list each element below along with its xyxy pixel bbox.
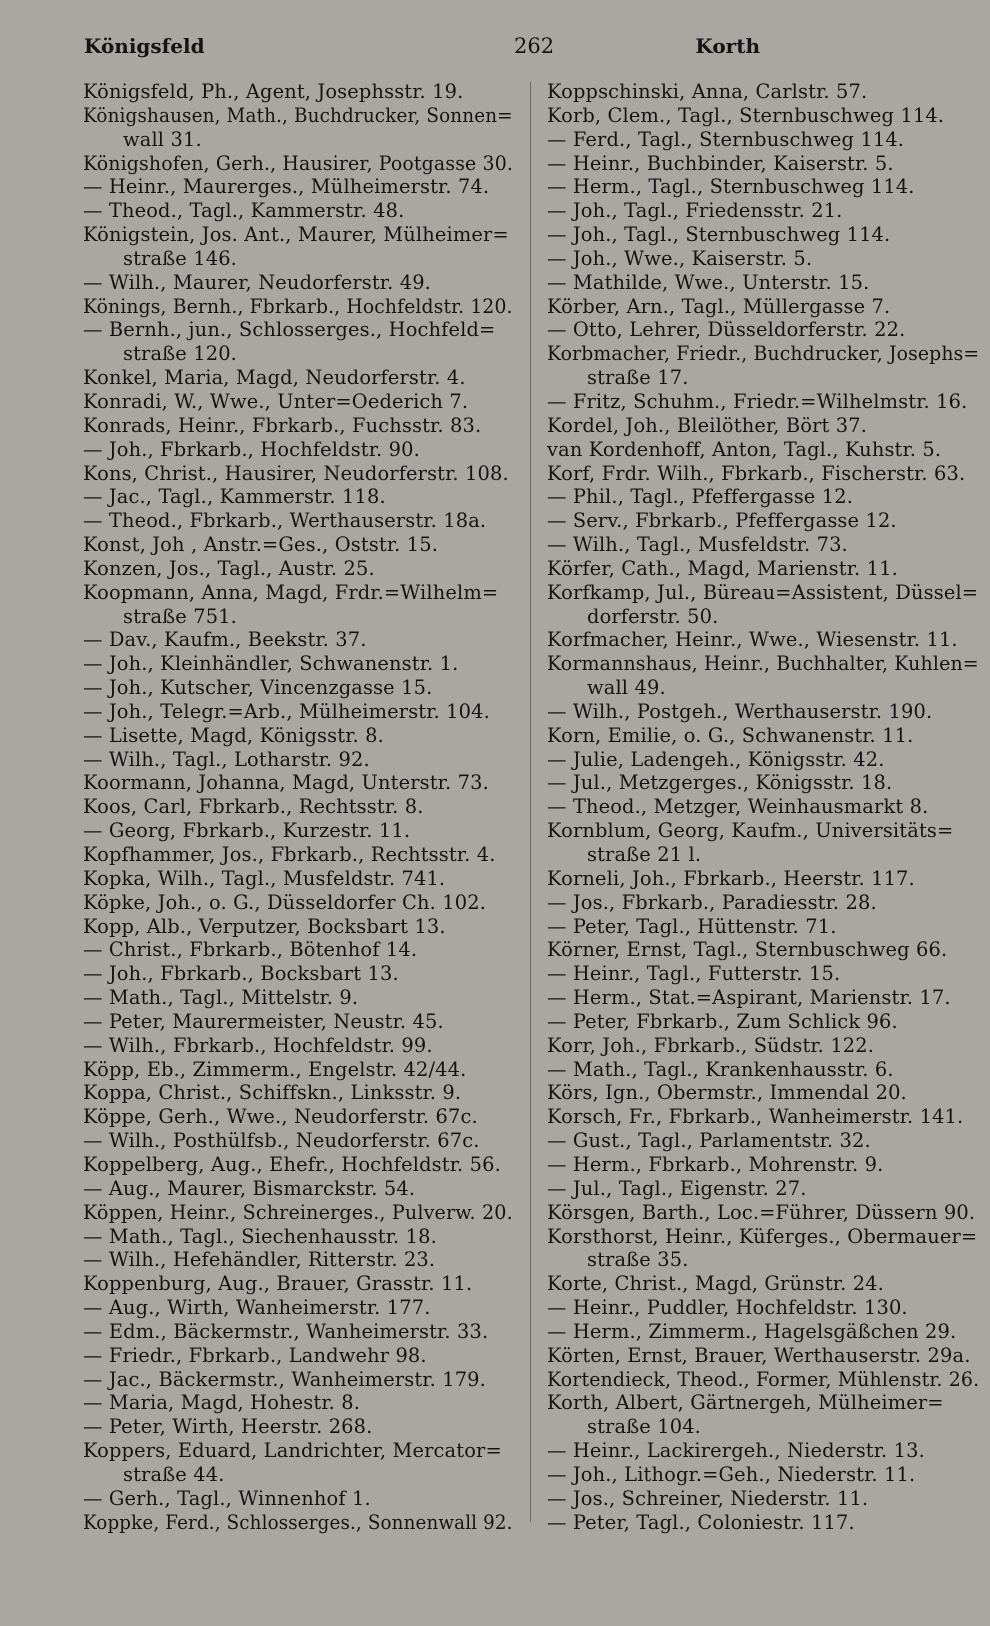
directory-entry <box>547 1320 979 1344</box>
directory-entry <box>547 1344 979 1368</box>
entry-line: — Fritz, Schuhm., Friedr.=Wilhelmstr. 16. <box>547 389 968 413</box>
entry-line: — Joh., Tagl., Sternbuschweg 114. <box>547 223 891 247</box>
entry-line: — Aug., Maurer, Bismarckstr. 54. <box>83 1176 416 1200</box>
entry-line: — Herm., Zimmerm., Hagelsgäßchen 29. <box>547 1319 957 1343</box>
entry-line: — Theod., Tagl., Kammerstr. 48. <box>83 199 405 223</box>
directory-entry <box>547 938 979 962</box>
directory-entry <box>547 867 979 891</box>
directory-entry <box>547 1153 979 1177</box>
entry-line: Koopmann, Anna, Magd, Frdr.=Wilhelm= <box>83 580 499 604</box>
directory-entry <box>547 104 979 128</box>
directory-entry <box>83 1058 513 1082</box>
entry-line: Königsfeld, Ph., Agent, Josephsstr. 19. <box>83 80 464 103</box>
directory-entry <box>83 771 513 795</box>
entry-line: — Math., Tagl., Siechenhausstr. 18. <box>83 1224 437 1248</box>
entry-line: — Jos., Fbrkarb., Paradiesstr. 28. <box>547 890 877 914</box>
entry-line: — Jul., Tagl., Eigenstr. 27. <box>547 1176 807 1200</box>
entry-line: — Jos., Schreiner, Niederstr. 11. <box>547 1486 869 1510</box>
directory-entry <box>547 1296 979 1320</box>
entry-line: Kordel, Joh., Bleilöther, Bört 37. <box>547 413 868 437</box>
column-divider <box>530 82 531 1522</box>
directory-entry <box>83 1105 513 1129</box>
directory-entry <box>83 485 513 509</box>
entry-line: Konzen, Jos., Tagl., Austr. 25. <box>83 556 375 580</box>
directory-entry <box>547 462 979 486</box>
entry-line: — Ferd., Tagl., Sternbuschweg 114. <box>547 127 905 151</box>
directory-entry <box>83 1153 513 1177</box>
entry-line: — Jac., Bäckermstr., Wanheimerstr. 179. <box>83 1367 486 1391</box>
entry-line: Könings, Bernh., Fbrkarb., Hochfeldstr. 120. <box>83 294 513 318</box>
directory-entry <box>547 1081 979 1105</box>
entry-continuation-line: straße 120. <box>123 342 237 366</box>
entry-line: Körs, Ign., Obermstr., Immendal 20. <box>547 1081 907 1105</box>
entry-line: — Joh., Kutscher, Vincenzgasse 15. <box>83 676 433 700</box>
directory-entry <box>547 986 979 1010</box>
entry-continuation-line: wall 49. <box>587 676 666 700</box>
entry-line: Kopka, Wilh., Tagl., Musfeldstr. 741. <box>83 866 446 890</box>
entry-line: — Theod., Metzger, Weinhausmarkt 8. <box>547 795 929 819</box>
directory-entry <box>83 748 513 772</box>
directory-entry <box>83 795 513 819</box>
directory-entry <box>83 152 513 176</box>
directory-entry <box>83 318 513 366</box>
directory-entry <box>83 1177 513 1201</box>
entry-line: — Jul., Metzgerges., Königsstr. 18. <box>547 771 893 795</box>
directory-entry <box>83 80 513 104</box>
entry-line: — Julie, Ladengeh., Königsstr. 42. <box>547 747 885 771</box>
directory-entry <box>83 390 513 414</box>
entry-line: — Gerh., Tagl., Winnenhof 1. <box>83 1486 371 1510</box>
entry-continuation-line: straße 21 l. <box>587 843 702 866</box>
entry-line: Köppen, Heinr., Schreinerges., Pulverw. 20. <box>83 1200 513 1224</box>
entry-line: Königstein, Jos. Ant., Maurer, Mülheimer= <box>83 223 509 247</box>
entry-line: — Herm., Tagl., Sternbuschweg 114. <box>547 175 915 199</box>
entry-continuation-line: straße 751. <box>123 604 237 628</box>
entry-line: — Peter, Maurermeister, Neustr. 45. <box>83 1009 444 1033</box>
directory-entry <box>83 843 513 867</box>
entry-line: Korsch, Fr., Fbrkarb., Wanheimerstr. 141. <box>547 1105 964 1129</box>
entry-continuation-line: straße 146. <box>123 246 237 270</box>
entry-line: — Aug., Wirth, Wanheimerstr. 177. <box>83 1296 431 1320</box>
directory-entry <box>547 771 979 795</box>
entry-line: — Math., Tagl., Mittelstr. 9. <box>83 986 359 1010</box>
entry-line: Korr, Joh., Fbrkarb., Südstr. 122. <box>547 1033 875 1057</box>
entry-line: Korbmacher, Friedr., Buchdrucker, Josephs= <box>547 342 980 366</box>
entry-line: — Herm., Fbrkarb., Mohrenstr. 9. <box>547 1152 884 1176</box>
directory-entry <box>547 962 979 986</box>
page-number: 262 <box>514 34 555 58</box>
entry-line: van Kordenhoff, Anton, Tagl., Kuhstr. 5. <box>547 437 942 461</box>
entry-line: — Peter, Fbrkarb., Zum Schlick 96. <box>547 1009 898 1033</box>
directory-entry <box>547 1129 979 1153</box>
entry-line: — Wilh., Posthülfsb., Neudorferstr. 67c. <box>83 1129 480 1153</box>
directory-entry <box>83 1415 513 1439</box>
directory-entry <box>547 438 979 462</box>
directory-entry <box>83 533 513 557</box>
entry-line: — Math., Tagl., Krankenhausstr. 6. <box>547 1057 894 1081</box>
entry-line: Kopp, Alb., Verputzer, Bocksbart 13. <box>83 914 446 938</box>
entry-line: Kons, Christ., Hausirer, Neudorferstr. 108. <box>83 461 509 485</box>
entry-line: — Serv., Fbrkarb., Pfeffergasse 12. <box>547 509 897 533</box>
entry-line: — Peter, Wirth, Heerstr. 268. <box>83 1415 373 1439</box>
entry-line: — Heinr., Puddler, Hochfeldstr. 130. <box>547 1296 908 1320</box>
directory-entry <box>83 1344 513 1368</box>
entry-line: — Heinr., Maurerges., Mülheimerstr. 74. <box>83 175 490 199</box>
entry-continuation-line: straße 35. <box>587 1248 689 1272</box>
entry-line: — Theod., Fbrkarb., Werthauserstr. 18a. <box>83 509 487 533</box>
directory-entry <box>83 462 513 486</box>
directory-entry <box>83 1081 513 1105</box>
directory-entry <box>547 152 979 176</box>
directory-entry <box>83 223 513 271</box>
directory-entry <box>83 652 513 676</box>
directory-entry <box>83 1320 513 1344</box>
entry-line: — Phil., Tagl., Pfeffergasse 12. <box>547 485 854 509</box>
entry-line: — Peter, Tagl., Hüttenstr. 71. <box>547 914 837 938</box>
entry-line: — Mathilde, Wwe., Unterstr. 15. <box>547 270 870 294</box>
directory-entry <box>547 247 979 271</box>
directory-entry <box>547 318 979 342</box>
directory-entry <box>83 1296 513 1320</box>
directory-entry <box>547 1201 979 1225</box>
directory-entry <box>547 1391 979 1439</box>
entry-line: — Otto, Lehrer, Düsseldorferstr. 22. <box>547 318 906 342</box>
directory-entry <box>547 175 979 199</box>
directory-entry <box>547 628 979 652</box>
entry-line: Korsthorst, Heinr., Küferges., Obermauer= <box>547 1224 978 1248</box>
directory-entry <box>83 581 513 629</box>
directory-entry <box>83 1225 513 1249</box>
directory-entry <box>83 1248 513 1272</box>
entry-line: Korte, Christ., Magd, Grünstr. 24. <box>547 1272 884 1296</box>
directory-entry <box>83 938 513 962</box>
directory-entry <box>547 1058 979 1082</box>
directory-entry <box>83 366 513 390</box>
entry-line: Koppers, Eduard, Landrichter, Mercator= <box>83 1439 502 1463</box>
entry-continuation-line: dorferstr. 50. <box>587 604 719 628</box>
entry-line: — Maria, Magd, Hohestr. 8. <box>83 1391 361 1415</box>
directory-entry <box>83 962 513 986</box>
entry-line: Kornblum, Georg, Kaufm., Universitäts= <box>547 819 954 843</box>
entry-line: — Heinr., Tagl., Futterstr. 15. <box>547 962 841 986</box>
directory-entry <box>547 724 979 748</box>
entry-line: — Joh., Fbrkarb., Bocksbart 13. <box>83 962 399 986</box>
directory-entry <box>83 986 513 1010</box>
entry-continuation-line: straße 44. <box>123 1462 225 1486</box>
page-header <box>84 34 760 64</box>
entry-line: Korth, Albert, Gärtnergeh, Mülheimer= <box>547 1391 944 1415</box>
directory-entry <box>547 223 979 247</box>
directory-entry <box>547 1105 979 1129</box>
entry-line: — Wilh., Fbrkarb., Hochfeldstr. 99. <box>83 1033 433 1057</box>
directory-entry <box>83 175 513 199</box>
directory-entry <box>547 414 979 438</box>
directory-entry <box>83 557 513 581</box>
entry-line: — Gust., Tagl., Parlamentstr. 32. <box>547 1129 871 1153</box>
directory-entry <box>83 1511 513 1535</box>
directory-entry <box>547 557 979 581</box>
entry-line: Konst, Joh , Anstr.=Ges., Oststr. 15. <box>83 533 439 557</box>
entry-line: Kormannshaus, Heinr., Buchhalter, Kuhlen= <box>547 652 979 676</box>
directory-entry <box>83 1201 513 1225</box>
directory-entry <box>547 1225 979 1273</box>
entry-line: — Joh., Kleinhändler, Schwanenstr. 1. <box>83 652 459 676</box>
entry-line: — Bernh., jun., Schlosserges., Hochfeld= <box>83 318 496 342</box>
directory-entry <box>83 724 513 748</box>
entry-line: Körner, Ernst, Tagl., Sternbuschweg 66. <box>547 938 948 962</box>
directory-entry <box>83 1439 513 1487</box>
entry-line: — Wilh., Hefehändler, Ritterstr. 23. <box>83 1248 436 1272</box>
entry-line: Königshofen, Gerh., Hausirer, Pootgasse 30. <box>83 151 514 175</box>
directory-entry <box>547 748 979 772</box>
entry-line: Koppschinski, Anna, Carlstr. 57. <box>547 80 868 103</box>
entry-continuation-line: straße 17. <box>587 366 689 390</box>
directory-entry <box>547 1010 979 1034</box>
entry-line: Koos, Carl, Fbrkarb., Rechtsstr. 8. <box>83 795 424 819</box>
entry-line: Koppelberg, Aug., Ehefr., Hochfeldstr. 56. <box>83 1152 501 1176</box>
directory-entry <box>547 199 979 223</box>
directory-entry <box>83 271 513 295</box>
directory-entry <box>83 438 513 462</box>
directory-entry <box>547 652 979 700</box>
entry-line: — Joh., Telegr.=Arb., Mülheimerstr. 104. <box>83 699 490 723</box>
directory-entry <box>83 1272 513 1296</box>
entry-line: Koppa, Christ., Schiffskn., Linksstr. 9. <box>83 1081 462 1105</box>
entry-line: — Georg, Fbrkarb., Kurzestr. 11. <box>83 819 411 843</box>
entry-line: Korb, Clem., Tagl., Sternbuschweg 114. <box>547 103 945 127</box>
entry-line: Kopfhammer, Jos., Fbrkarb., Rechtsstr. 4. <box>83 843 496 866</box>
directory-entry <box>547 342 979 390</box>
directory-entry <box>83 915 513 939</box>
directory-entry <box>83 1129 513 1153</box>
directory-entry <box>83 1034 513 1058</box>
directory-entry <box>547 891 979 915</box>
directory-entry <box>547 795 979 819</box>
directory-entry <box>83 628 513 652</box>
entry-line: Köpp, Eb., Zimmerm., Engelstr. 42/44. <box>83 1057 467 1081</box>
directory-entry <box>547 271 979 295</box>
entry-line: Korfkamp, Jul., Büreau=Assistent, Düssel= <box>547 580 979 604</box>
entry-line: — Friedr., Fbrkarb., Landwehr 98. <box>83 1343 427 1367</box>
entry-line: — Lisette, Magd, Königsstr. 8. <box>83 723 384 747</box>
entry-line: Konradi, W., Wwe., Unter=Oederich 7. <box>83 389 469 413</box>
directory-entry <box>83 1487 513 1511</box>
entry-line: — Joh., Wwe., Kaiserstr. 5. <box>547 246 813 270</box>
directory-entry <box>83 295 513 319</box>
directory-entry <box>547 80 979 104</box>
entry-line: — Peter, Tagl., Coloniestr. 117. <box>547 1510 855 1534</box>
directory-entry <box>83 700 513 724</box>
left-column <box>83 80 513 1534</box>
directory-entry <box>83 509 513 533</box>
entry-line: — Christ., Fbrkarb., Bötenhof 14. <box>83 938 418 962</box>
entry-line: — Herm., Stat.=Aspirant, Marienstr. 17. <box>547 986 951 1010</box>
directory-entry <box>83 819 513 843</box>
entry-line: Korn, Emilie, o. G., Schwanenstr. 11. <box>547 723 914 747</box>
entry-line: — Dav., Kaufm., Beekstr. 37. <box>83 628 367 652</box>
entry-line: Korneli, Joh., Fbrkarb., Heerstr. 117. <box>547 866 915 890</box>
directory-entry <box>547 533 979 557</box>
entry-line: Kortendieck, Theod., Former, Mühlenstr. 26. <box>547 1367 980 1391</box>
entry-line: Koppenburg, Aug., Brauer, Grasstr. 11. <box>83 1272 473 1296</box>
entry-continuation-line: straße 104. <box>587 1415 701 1439</box>
entry-line: — Jac., Tagl., Kammerstr. 118. <box>83 485 386 509</box>
directory-entry <box>83 676 513 700</box>
entry-line: Körten, Ernst, Brauer, Werthauserstr. 29a. <box>547 1343 971 1367</box>
entry-line: — Wilh., Postgeh., Werthauserstr. 190. <box>547 699 933 723</box>
directory-entry <box>83 414 513 438</box>
entry-line: Königshausen, Math., Buchdrucker, Sonnen= <box>83 103 513 127</box>
entry-line: — Joh., Lithogr.=Geh., Niederstr. 11. <box>547 1462 916 1486</box>
entry-line: — Heinr., Buchbinder, Kaiserstr. 5. <box>547 151 894 175</box>
directory-entry <box>547 128 979 152</box>
directory-entry <box>83 104 513 152</box>
header-right-keyword: Korth <box>695 34 760 58</box>
entry-line: Koppke, Ferd., Schlosserges., Sonnenwall 92. <box>83 1510 513 1534</box>
directory-entry <box>547 1487 979 1511</box>
directory-entry <box>83 199 513 223</box>
entry-line: Korfmacher, Heinr., Wwe., Wiesenstr. 11. <box>547 628 958 652</box>
directory-entry <box>547 509 979 533</box>
directory-entry <box>547 1034 979 1058</box>
directory-entry <box>547 700 979 724</box>
entry-line: Korf, Frdr. Wilh., Fbrkarb., Fischerstr. 63. <box>547 461 966 485</box>
entry-line: Körfer, Cath., Magd, Marienstr. 11. <box>547 556 898 580</box>
entry-line: Koormann, Johanna, Magd, Unterstr. 73. <box>83 771 489 795</box>
right-column <box>547 80 979 1534</box>
directory-entry <box>547 1177 979 1201</box>
directory-entry <box>547 1272 979 1296</box>
entry-line: Konrads, Heinr., Fbrkarb., Fuchsstr. 83. <box>83 413 482 437</box>
directory-entry <box>547 819 979 867</box>
entry-line: Körber, Arn., Tagl., Müllergasse 7. <box>547 294 891 318</box>
entry-line: Köpke, Joh., o. G., Düsseldorfer Ch. 102. <box>83 890 487 914</box>
entry-line: — Heinr., Lackirergeh., Niederstr. 13. <box>547 1439 925 1463</box>
entry-line: Körsgen, Barth., Loc.=Führer, Düssern 90. <box>547 1200 976 1224</box>
directory-entry <box>83 1368 513 1392</box>
directory-entry <box>547 485 979 509</box>
directory-entry <box>547 1511 979 1535</box>
directory-entry <box>547 390 979 414</box>
directory-entry <box>547 1368 979 1392</box>
entry-line: — Wilh., Maurer, Neudorferstr. 49. <box>83 270 431 294</box>
directory-entry <box>83 1010 513 1034</box>
entry-continuation-line: wall 31. <box>123 127 202 151</box>
directory-entry <box>547 1463 979 1487</box>
header-left-keyword: Königsfeld <box>84 34 205 58</box>
directory-entry <box>547 915 979 939</box>
entry-line: Köppe, Gerh., Wwe., Neudorferstr. 67c. <box>83 1105 478 1129</box>
entry-line: Konkel, Maria, Magd, Neudorferstr. 4. <box>83 366 466 390</box>
directory-entry <box>547 295 979 319</box>
entry-line: — Wilh., Tagl., Lotharstr. 92. <box>83 747 370 771</box>
entry-line: — Edm., Bäckermstr., Wanheimerstr. 33. <box>83 1319 489 1343</box>
entry-line: — Joh., Fbrkarb., Hochfeldstr. 90. <box>83 437 420 461</box>
directory-entry <box>83 1391 513 1415</box>
entry-line: — Wilh., Tagl., Musfeldstr. 73. <box>547 533 848 557</box>
directory-entry <box>83 867 513 891</box>
entry-line: — Joh., Tagl., Friedensstr. 21. <box>547 199 843 223</box>
directory-entry <box>547 581 979 629</box>
directory-entry <box>547 1439 979 1463</box>
directory-entry <box>83 891 513 915</box>
